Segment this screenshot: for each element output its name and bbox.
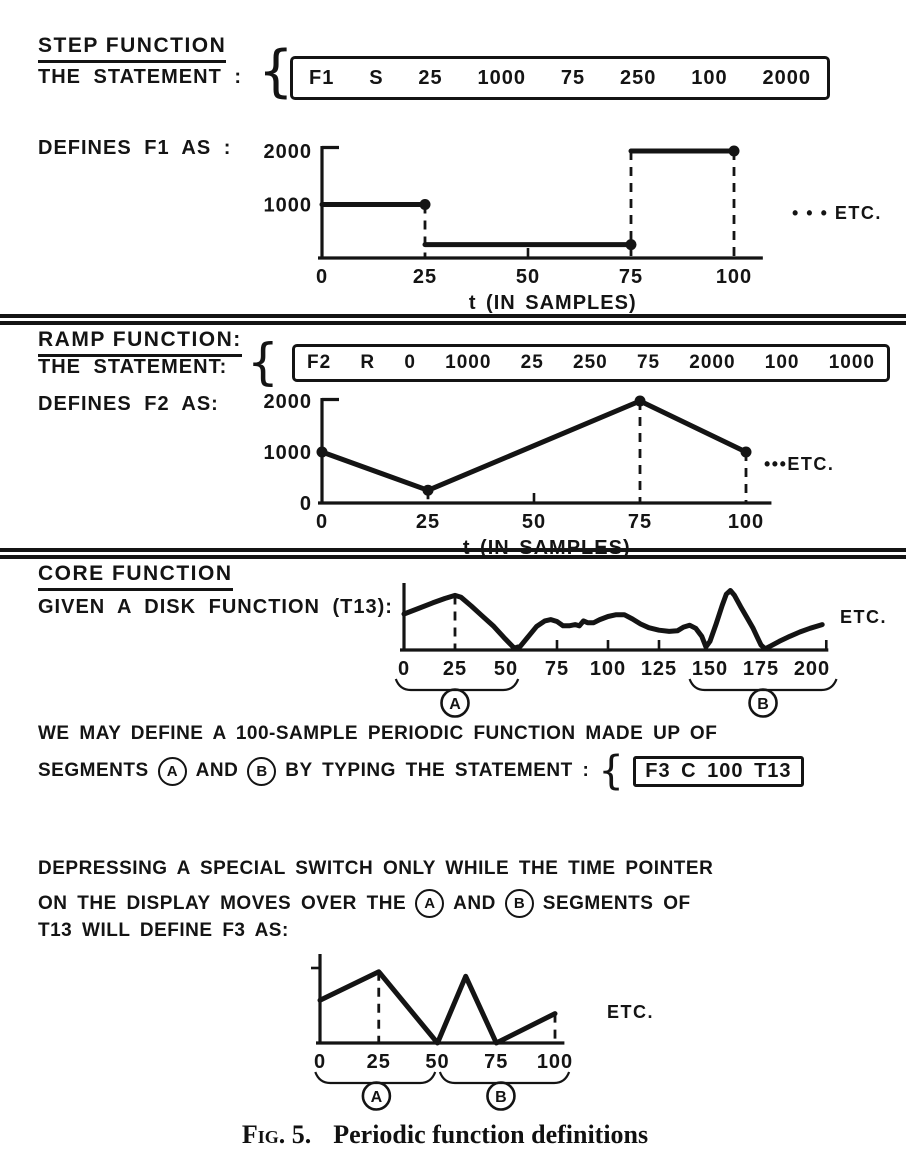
core-paragraph2-line2	[38, 889, 691, 918]
x-tick-label: 25	[412, 266, 438, 288]
figure-caption-text: Periodic function definitions	[333, 1120, 649, 1149]
paragraph-text: BY TYPING THE STATEMENT :	[285, 760, 590, 781]
data-point-dot	[420, 199, 431, 210]
x-tick-label: 0	[315, 511, 329, 533]
step-statement-box	[290, 56, 830, 100]
data-point-dot	[741, 447, 752, 458]
figure-number-label: Fig. 5.	[241, 1120, 312, 1149]
y-tick-label: 2000	[263, 141, 312, 163]
section-divider	[0, 548, 906, 559]
disk-function-chart	[388, 575, 906, 725]
step-statement-open-brace: {	[258, 39, 294, 104]
etc-label: • • • ETC.	[792, 203, 882, 223]
paragraph-text: AND	[195, 760, 239, 781]
x-tick-label: 0	[315, 266, 329, 288]
segment-label-letter: B	[757, 696, 769, 713]
x-axis-title: t (IN SAMPLES)	[462, 537, 631, 559]
segment-label-letter: A	[449, 696, 461, 713]
x-tick-label: 125	[640, 658, 678, 680]
core-paragraph1-line1	[38, 723, 717, 745]
x-tick-label: 75	[484, 1051, 509, 1073]
statement-token: 100	[691, 66, 728, 89]
x-tick-label: 175	[742, 658, 780, 680]
x-axis-title: t (IN SAMPLES)	[468, 292, 637, 314]
statement-token: F2	[307, 352, 332, 373]
data-point-dot	[626, 239, 637, 250]
paragraph-text: DEPRESSING A SPECIAL SWITCH ONLY WHILE THE TIME POINTER	[38, 858, 714, 879]
x-tick-label: 25	[366, 1051, 391, 1073]
function-curve	[320, 972, 555, 1043]
ramp-statement-open-brace: {	[247, 333, 279, 391]
f3-function-chart	[255, 948, 675, 1128]
paragraph-text: SEGMENTS OF	[542, 892, 691, 914]
x-tick-label: 75	[618, 266, 644, 288]
etc-label: ETC.	[840, 607, 888, 627]
statement-token: 75	[560, 66, 586, 89]
statement-token: 1000	[477, 66, 527, 89]
x-tick-label: 75	[544, 658, 570, 680]
ramp-statement-box	[292, 344, 890, 382]
statement-token: 2000	[762, 66, 811, 89]
x-tick-label: 0	[397, 658, 411, 680]
segment-label-letter: A	[370, 1089, 383, 1106]
statement-token: 1000	[828, 352, 875, 373]
step-section-heading: STEP FUNCTION	[38, 34, 226, 63]
core-section-heading: CORE FUNCTION	[38, 562, 233, 591]
x-tick-label: 50	[521, 511, 547, 533]
etc-label: •••ETC.	[764, 454, 835, 474]
y-tick-label: 2000	[263, 391, 312, 413]
core-statement-open-brace: {	[598, 748, 625, 794]
statement-token: R	[360, 352, 376, 373]
data-point-dot	[317, 447, 328, 458]
x-tick-label: 50	[425, 1051, 450, 1073]
x-tick-label: 75	[627, 511, 653, 533]
step-statement-label: THE STATEMENT :	[38, 66, 243, 88]
circled-b: B	[505, 889, 534, 918]
section-divider	[0, 314, 906, 325]
function-curve	[322, 401, 746, 490]
y-tick-label: 1000	[263, 194, 312, 217]
core-paragraph2-line1	[38, 858, 713, 880]
statement-token: 250	[619, 66, 657, 89]
x-tick-label: 200	[793, 658, 831, 680]
step-defines-label: DEFINES F1 AS :	[38, 137, 232, 159]
statement-token: 25	[418, 66, 443, 89]
statement-token: S	[369, 66, 384, 89]
core-paragraph1-line2	[38, 748, 804, 794]
statement-token: 0	[404, 352, 416, 373]
statement-token: 250	[573, 352, 608, 373]
figure-caption	[0, 1120, 890, 1150]
x-tick-label: 100	[715, 266, 753, 288]
x-tick-label: 25	[442, 658, 468, 680]
x-tick-label: 50	[515, 266, 541, 288]
paragraph-text: T13 WILL DEFINE F3 AS:	[38, 920, 289, 941]
etc-label: ETC.	[607, 1002, 655, 1022]
segment-label-letter: B	[495, 1089, 507, 1106]
core-statement-box: F3 C 100 T13	[633, 756, 803, 787]
circled-a: A	[158, 757, 187, 786]
statement-token: 75	[636, 352, 661, 373]
ramp-statement-label: THE STATEMENT:	[38, 356, 228, 378]
ramp-function-chart	[240, 388, 906, 568]
core-given-label: GIVEN A DISK FUNCTION (T13):	[38, 596, 393, 618]
y-tick-label: 0	[299, 493, 312, 515]
statement-token: 2000	[689, 352, 736, 373]
statement-token: 1000	[445, 352, 492, 373]
ramp-section-heading: RAMP FUNCTION:	[38, 328, 242, 357]
x-tick-label: 100	[589, 658, 627, 680]
x-tick-label: 100	[727, 511, 765, 533]
paragraph-text: ON THE DISPLAY MOVES OVER THE	[38, 892, 407, 914]
statement-token: F1	[309, 66, 335, 89]
ramp-defines-label: DEFINES F2 AS:	[38, 393, 219, 415]
step-function-chart	[240, 135, 906, 325]
function-curve	[404, 591, 822, 649]
circled-a: A	[415, 889, 444, 918]
x-tick-label: 50	[493, 658, 519, 680]
data-point-dot	[423, 485, 434, 496]
x-tick-label: 25	[415, 511, 441, 533]
x-tick-label: 0	[313, 1051, 327, 1073]
statement-token: 100	[764, 352, 800, 373]
y-tick-label: 1000	[263, 442, 312, 464]
x-tick-label: 150	[691, 658, 729, 680]
statement-token: 25	[520, 352, 544, 373]
core-paragraph2-line3	[38, 920, 289, 942]
paragraph-text: WE MAY DEFINE A 100-SAMPLE PERIODIC FUNCTION MADE UP OF	[38, 723, 718, 744]
circled-b: B	[247, 757, 276, 786]
data-point-dot	[635, 396, 646, 407]
segment-underbrace	[440, 1072, 569, 1083]
paragraph-text: SEGMENTS	[38, 760, 149, 781]
paragraph-text: AND	[453, 892, 496, 914]
x-tick-label: 100	[536, 1051, 574, 1073]
data-point-dot	[729, 146, 740, 157]
